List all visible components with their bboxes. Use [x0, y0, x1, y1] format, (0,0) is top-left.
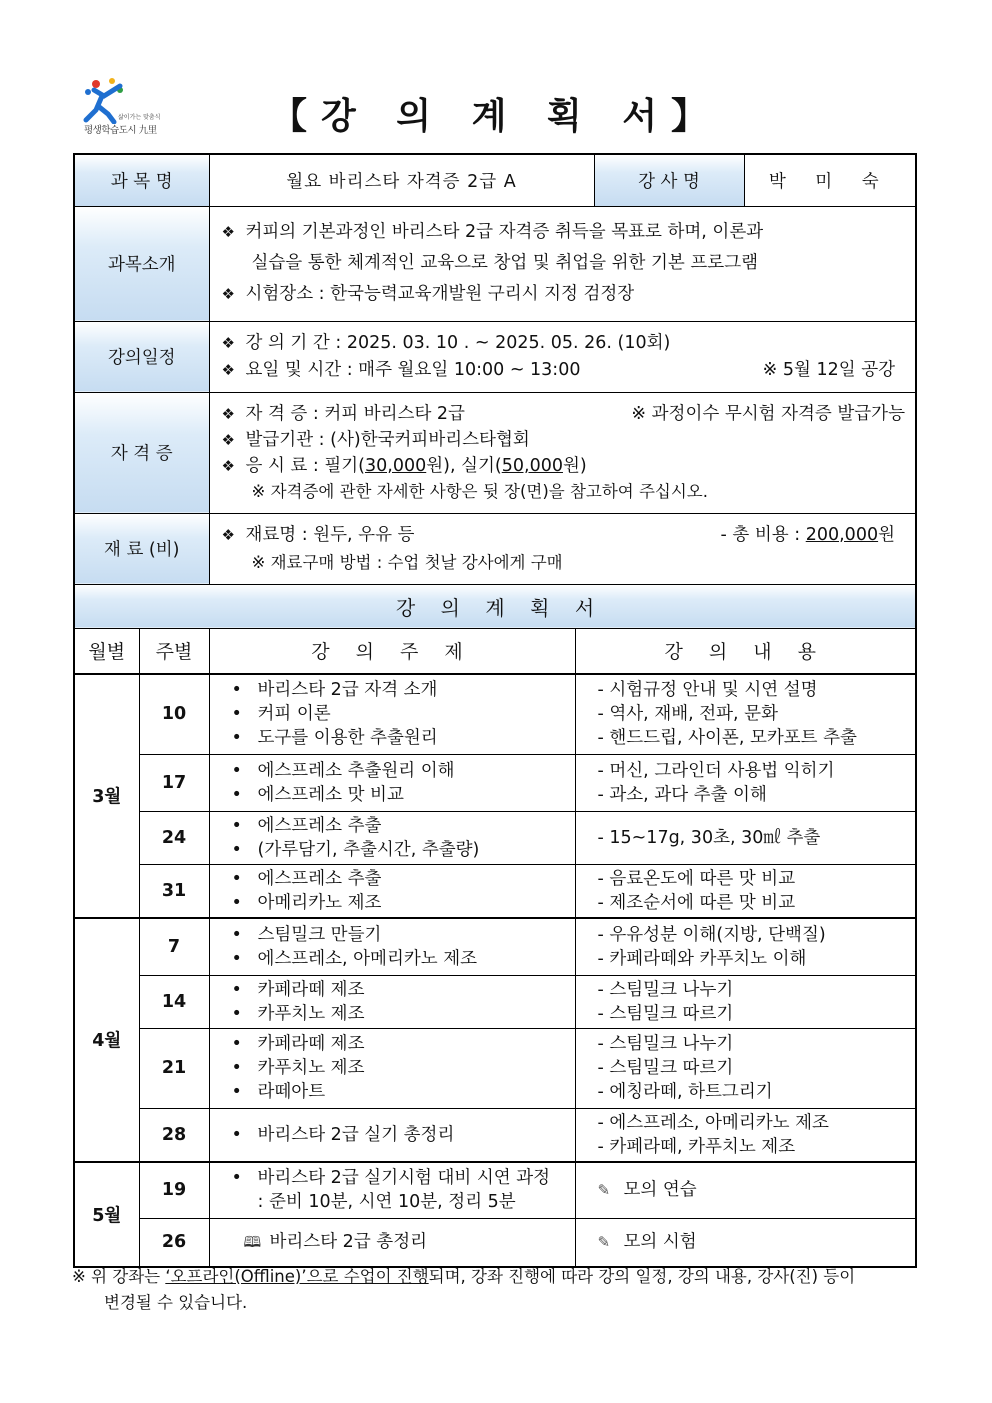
month-cell: 4월 [74, 918, 139, 1162]
course-name-label: 과 목 명 [74, 154, 209, 206]
table-row [74, 918, 916, 975]
intro-line-2: 실습을 통한 체계적인 교육으로 창업 및 취업을 위한 기본 프로그램 [251, 253, 758, 273]
cert-fee-written: 30,000 [365, 455, 427, 476]
topic-cell [209, 755, 575, 812]
material-cost: 200,000 [805, 524, 879, 545]
content-item: - 과소, 과다 추출 이해 [597, 785, 767, 805]
cert-fee-suffix: 원) [562, 455, 587, 476]
course-name-value: 월요 바리스타 자격증 2급 A [209, 154, 594, 206]
content-cell [575, 674, 916, 755]
table-row [74, 812, 916, 865]
diamond-bullet-icon: ❖ [221, 333, 235, 352]
table-row [74, 865, 916, 919]
col-content: 강 의 내 용 [575, 628, 916, 674]
content-item: - 역사, 재배, 전파, 문화 [597, 704, 778, 725]
content-cell [575, 918, 916, 975]
topic-item: • 커피 이론 [224, 702, 569, 726]
topic-cell [209, 975, 575, 1028]
intro-line-1: 커피의 기본과정인 바리스타 2급 자격증 취득을 목표로 하며, 이론과 [245, 222, 764, 242]
plan-header: 강 의 계 획 서 [74, 584, 916, 628]
content-item: 모의 시험 [623, 1232, 697, 1253]
table-row [74, 1162, 916, 1219]
certificate-content [209, 392, 916, 513]
material-cost-unit: 원 [878, 524, 895, 545]
topic-cell [209, 812, 575, 865]
schedule-note: ※ 5월 12일 공강 [762, 359, 895, 380]
certificate-row [74, 392, 916, 513]
pencil-icon: ✎ [597, 1181, 611, 1200]
table-row [74, 674, 916, 755]
week-cell: 10 [139, 674, 209, 755]
material-label: 재 료 (비) [74, 513, 209, 584]
content-item: - 음료온도에 따른 맛 비교 [597, 869, 796, 889]
course-intro-row [74, 206, 916, 321]
table-row [74, 1219, 916, 1267]
topic-item: • 에스프레소 맛 비교 [224, 783, 569, 807]
content-cell [575, 1028, 916, 1108]
topic-item: • 카페라떼 제조 [224, 1032, 569, 1056]
lecture-plan-table [73, 153, 917, 1268]
book-icon: 🕮 [243, 1233, 262, 1252]
schedule-period: 강 의 기 간 : 2025. 03. 10 . ~ 2025. 05. 26. (10회) [245, 332, 671, 353]
cert-fee-prefix: 응 시 료 : 필기( [245, 455, 365, 476]
material-content [209, 513, 916, 584]
col-week: 주별 [139, 628, 209, 674]
plan-header-row [74, 584, 916, 628]
footer-prefix: ※ 위 강좌는 [72, 1267, 166, 1286]
content-cell [575, 812, 916, 865]
table-row [74, 1028, 916, 1108]
content-item: - 핸드드립, 사이폰, 모카포트 추출 [597, 728, 857, 749]
topic-item: • 도구를 이용한 추출원리 [224, 726, 569, 750]
content-item: 모의 연습 [623, 1180, 697, 1201]
topic-item: • 카푸치노 제조 [224, 1056, 569, 1080]
schedule-time: 요일 및 시간 : 매주 월요일 10:00 ~ 13:00 [245, 359, 581, 380]
certificate-label: 자 격 증 [74, 392, 209, 513]
material-row [74, 513, 916, 584]
topic-cell [209, 865, 575, 919]
cert-fee-practical: 50,000 [501, 455, 563, 476]
column-header-row [74, 628, 916, 674]
logo-city: 평생학습도시 九里 [84, 125, 157, 136]
content-item: - 우유성분 이해(지방, 단백질) [597, 924, 826, 945]
week-cell: 28 [139, 1108, 209, 1162]
diamond-bullet-icon: ❖ [221, 430, 235, 449]
instructor-value: 박 미 숙 [744, 154, 916, 206]
cert-name: 자 격 증 : 커피 바리스타 2급 [245, 403, 465, 424]
footer-line-2: 변경될 수 있습니다. [104, 1293, 248, 1312]
diamond-bullet-icon: ❖ [221, 223, 235, 241]
instructor-label: 강 사 명 [594, 154, 744, 206]
footer-highlight: ‘오프라인(Offline)’으로 수업이 진행 [165, 1267, 429, 1286]
cert-note: ※ 과정이수 무시험 자격증 발급가능 [631, 403, 905, 424]
topic-subitem: : 준비 10분, 시연 10분, 정리 5분 [257, 1192, 516, 1213]
cert-issuer: 발급기관 : (사)한국커피바리스타협회 [245, 429, 530, 450]
content-cell [575, 865, 916, 919]
topic-item: • 에스프레소 추출원리 이해 [224, 759, 569, 783]
page-title: 【강 의 계 획 서】 [270, 96, 721, 137]
cert-detail-note: ※ 자격증에 관한 자세한 사항은 뒷 장(면)을 참고하여 주십시오. [251, 481, 708, 501]
week-cell: 14 [139, 975, 209, 1028]
content-item: - 스팀밀크 나누기 [597, 1034, 734, 1054]
topic-item: 바리스타 2급 총정리 [269, 1232, 427, 1253]
logo-tagline: 삶이가는 맞춤식 [118, 114, 161, 121]
content-item: - 에칭라떼, 하트그리기 [597, 1082, 773, 1102]
topic-item: • 스팀밀크 만들기 [224, 923, 569, 947]
content-item: - 머신, 그라인더 사용법 익히기 [597, 761, 835, 781]
table-row [74, 975, 916, 1028]
col-month: 월별 [74, 628, 139, 674]
topic-item: • 바리스타 2급 실기시험 대비 시연 과정 [224, 1166, 569, 1190]
content-cell [575, 975, 916, 1028]
topic-item: • 바리스타 2급 자격 소개 [224, 678, 569, 702]
diamond-bullet-icon: ❖ [221, 404, 235, 423]
topic-cell [209, 1028, 575, 1108]
topic-cell [209, 1108, 575, 1162]
week-cell: 17 [139, 755, 209, 812]
topic-item: • 에스프레소, 아메리카노 제조 [224, 947, 569, 971]
topic-cell [209, 674, 575, 755]
week-cell: 26 [139, 1219, 209, 1267]
footer-note [72, 1264, 916, 1316]
topic-item: • 에스프레소 추출 [224, 814, 569, 838]
content-cell [575, 755, 916, 812]
footer-suffix: 되며, 강좌 진행에 따라 강의 일정, 강의 내용, 강사(진) 등이 [428, 1267, 856, 1286]
content-cell [575, 1219, 916, 1267]
topic-item: • 아메리카노 제조 [224, 891, 569, 915]
content-item: - 15~17g, 30초, 30㎖ 추출 [597, 828, 821, 848]
course-intro-content [209, 206, 916, 321]
week-cell: 7 [139, 918, 209, 975]
topic-item: • 카페라떼 제조 [224, 978, 569, 1002]
content-cell [575, 1108, 916, 1162]
week-cell: 21 [139, 1028, 209, 1108]
schedule-label: 강의일정 [74, 321, 209, 392]
content-item: - 스팀밀크 따르기 [597, 1058, 734, 1078]
content-cell [575, 1162, 916, 1219]
content-item: - 카페라떼와 카푸치노 이해 [597, 948, 807, 969]
schedule-content [209, 321, 916, 392]
week-cell: 24 [139, 812, 209, 865]
material-cost-label: - 총 비용 : [720, 524, 801, 545]
diamond-bullet-icon: ❖ [221, 360, 235, 379]
col-topic: 강 의 주 제 [209, 628, 575, 674]
course-intro-label: 과목소개 [74, 206, 209, 321]
content-item: - 카페라떼, 카푸치노 제조 [597, 1136, 796, 1157]
material-name: 재료명 : 원두, 우유 등 [245, 524, 415, 545]
diamond-bullet-icon: ❖ [221, 285, 235, 303]
content-item: - 스팀밀크 나누기 [597, 979, 734, 1000]
course-name-row [74, 154, 916, 206]
topic-item: • 라떼아트 [224, 1080, 569, 1104]
topic-item: • 카푸치노 제조 [224, 1002, 569, 1026]
table-row [74, 1108, 916, 1162]
topic-item: • (가루담기, 추출시간, 추출량) [224, 838, 569, 862]
content-item: - 스팀밀크 따르기 [597, 1003, 734, 1024]
topic-cell [209, 1162, 575, 1219]
content-item: - 시험규정 안내 및 시연 설명 [597, 680, 818, 701]
content-item: - 에스프레소, 아메리카노 제조 [597, 1112, 829, 1133]
week-cell: 19 [139, 1162, 209, 1219]
topic-cell [209, 1219, 575, 1267]
material-purchase-note: ※ 재료구매 방법 : 수업 첫날 강사에게 구매 [251, 552, 563, 572]
table-row [74, 755, 916, 812]
intro-line-3: 시험장소 : 한국능력교육개발원 구리시 지정 검정장 [245, 284, 635, 304]
content-item: - 제조순서에 따른 맛 비교 [597, 893, 796, 913]
week-cell: 31 [139, 865, 209, 919]
month-cell: 5월 [74, 1162, 139, 1267]
topic-item: • 에스프레소 추출 [224, 867, 569, 891]
month-cell: 3월 [74, 674, 139, 919]
diamond-bullet-icon: ❖ [221, 525, 235, 544]
diamond-bullet-icon: ❖ [221, 456, 235, 475]
cert-fee-mid: 원), 실기( [426, 455, 502, 476]
pencil-icon: ✎ [597, 1233, 611, 1252]
topic-item: • 바리스타 2급 실기 총정리 [224, 1123, 569, 1147]
topic-cell [209, 918, 575, 975]
schedule-row [74, 321, 916, 392]
